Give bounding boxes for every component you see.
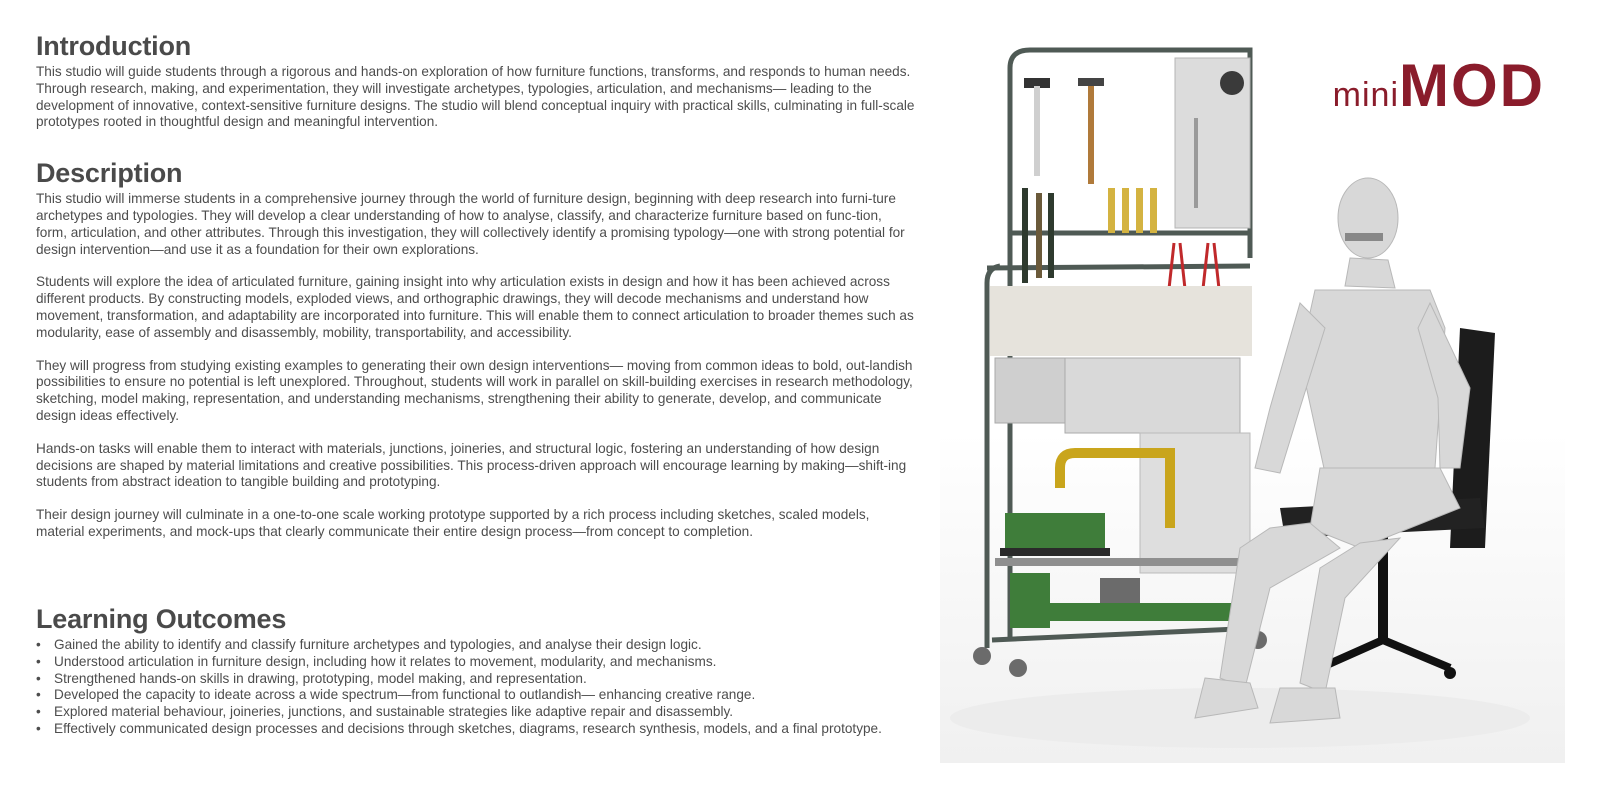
learning-outcomes-section: [36, 601, 936, 738]
wheel: [973, 647, 991, 665]
list-item: • Explored material behaviour, joineries, junctions, and sustainable strategies like adaptive repair and disassembly.: [36, 704, 734, 720]
introduction-body: This studio will guide students through a rigorous and hands-on exploration of how furniture functions, transforms, and responds to human needs. Through research, making, and experimentation, they will investigate archetypes, typologies, articulation, and mechanisms— leading to the development of innovative, context-sensitive furniture designs. The studio will blend conceptual inquiry with practical skills, culminating in full-scale prototypes rooted in thoughtful design and meaningful intervention.: [36, 64, 915, 130]
lathe-body: [1010, 573, 1050, 628]
description-paragraph-2: Students will explore the idea of articulated furniture, gaining insight into why articulation exists in design and how it has been achieved across different products. By constructing models, exploded views, and orthographic drawings, they will decode mechanisms and understand how movement, transformation, and adaptability are incorporated into furniture. This will enable them to connect articulation to broader themes such as modularity, ease of assembly and disassembly, mobility, transportability, and accessibility.: [36, 274, 914, 340]
wheel: [1009, 659, 1027, 677]
side-drawers: [995, 358, 1065, 423]
list-item: • Effectively communicated design processes and decisions through sketches, diagrams, research synthesis, models, and a final prototype.: [36, 720, 882, 736]
back-panel: [990, 286, 1252, 356]
description-paragraph-1: This studio will immerse students in a comprehensive journey through the world of furniture design, beginning with deep research into furni-ture archetypes and typologies. They will develop a clear understanding of how to analyse, classify, and characterize furniture based on func-tion, form, articulation, and other attributes. Through this investigation, they will collectively identify a promising typology—one with strong potential for design intervention—and use it as a foundation for their own explorations.: [36, 191, 905, 257]
list-item: • Strengthened hands-on skills in drawing, prototyping, model making, and representation.: [36, 670, 587, 686]
ruler-icon: [1194, 118, 1198, 208]
description-section: [36, 155, 916, 541]
description-heading: Description: [36, 158, 183, 189]
description-paragraph-4: Hands-on tasks will enable them to interact with materials, junctions, joineries, and structural logic, fostering an understanding of how design decisions are shaped by material limitations and creative possibilities. This process-driven approach will encourage learning by making—shift-ing students from abstract ideation to tangible building and prototyping.: [36, 440, 907, 490]
minimod-logo: miniMOD: [1332, 52, 1545, 119]
workstation-drawing: [940, 28, 1565, 763]
list-item: • Gained the ability to identify and classify furniture archetypes and typologies, and analyse their design logic.: [36, 637, 702, 652]
description-paragraph-5: Their design journey will culminate in a one-to-one scale working prototype supported by a rich process including sketches, scaled models, material experiments, and mock-ups that clearly communicate their entire design process—from concept to completion.: [36, 507, 870, 539]
introduction-heading: Introduction: [36, 31, 192, 61]
list-item: • Understood articulation in furniture design, including how it relates to movement, modularity, and mechanisms.: [36, 653, 717, 669]
workstation-illustration: [940, 28, 1565, 763]
list-item: • Developed the capacity to ideate across a wide spectrum—from functional to outlandish— enhancing creative range.: [36, 687, 756, 703]
hand-tools: [1022, 78, 1157, 283]
lower-shelf: [995, 558, 1250, 566]
main-drawer: [1065, 358, 1240, 433]
text-column: [36, 28, 916, 541]
description-paragraph-3: They will progress from studying existing examples to generating their own design interventions— moving from common ideas to bold, out-landish possibilities to ensure no potential is left unexplored. Throughout, students will work in parallel on skill-building exercises in research methodology, sketching, model making, representation, and understanding mechanisms, strengthening their ability to generate, develop, and communicate design ideas effectively.: [36, 357, 913, 423]
tape-roll-icon: [1220, 71, 1244, 95]
learning-outcomes-heading: Learning Outcomes: [36, 604, 287, 634]
learning-outcomes-list: [36, 637, 936, 738]
lathe-bed: [1050, 603, 1240, 621]
introduction-section: [36, 28, 916, 131]
